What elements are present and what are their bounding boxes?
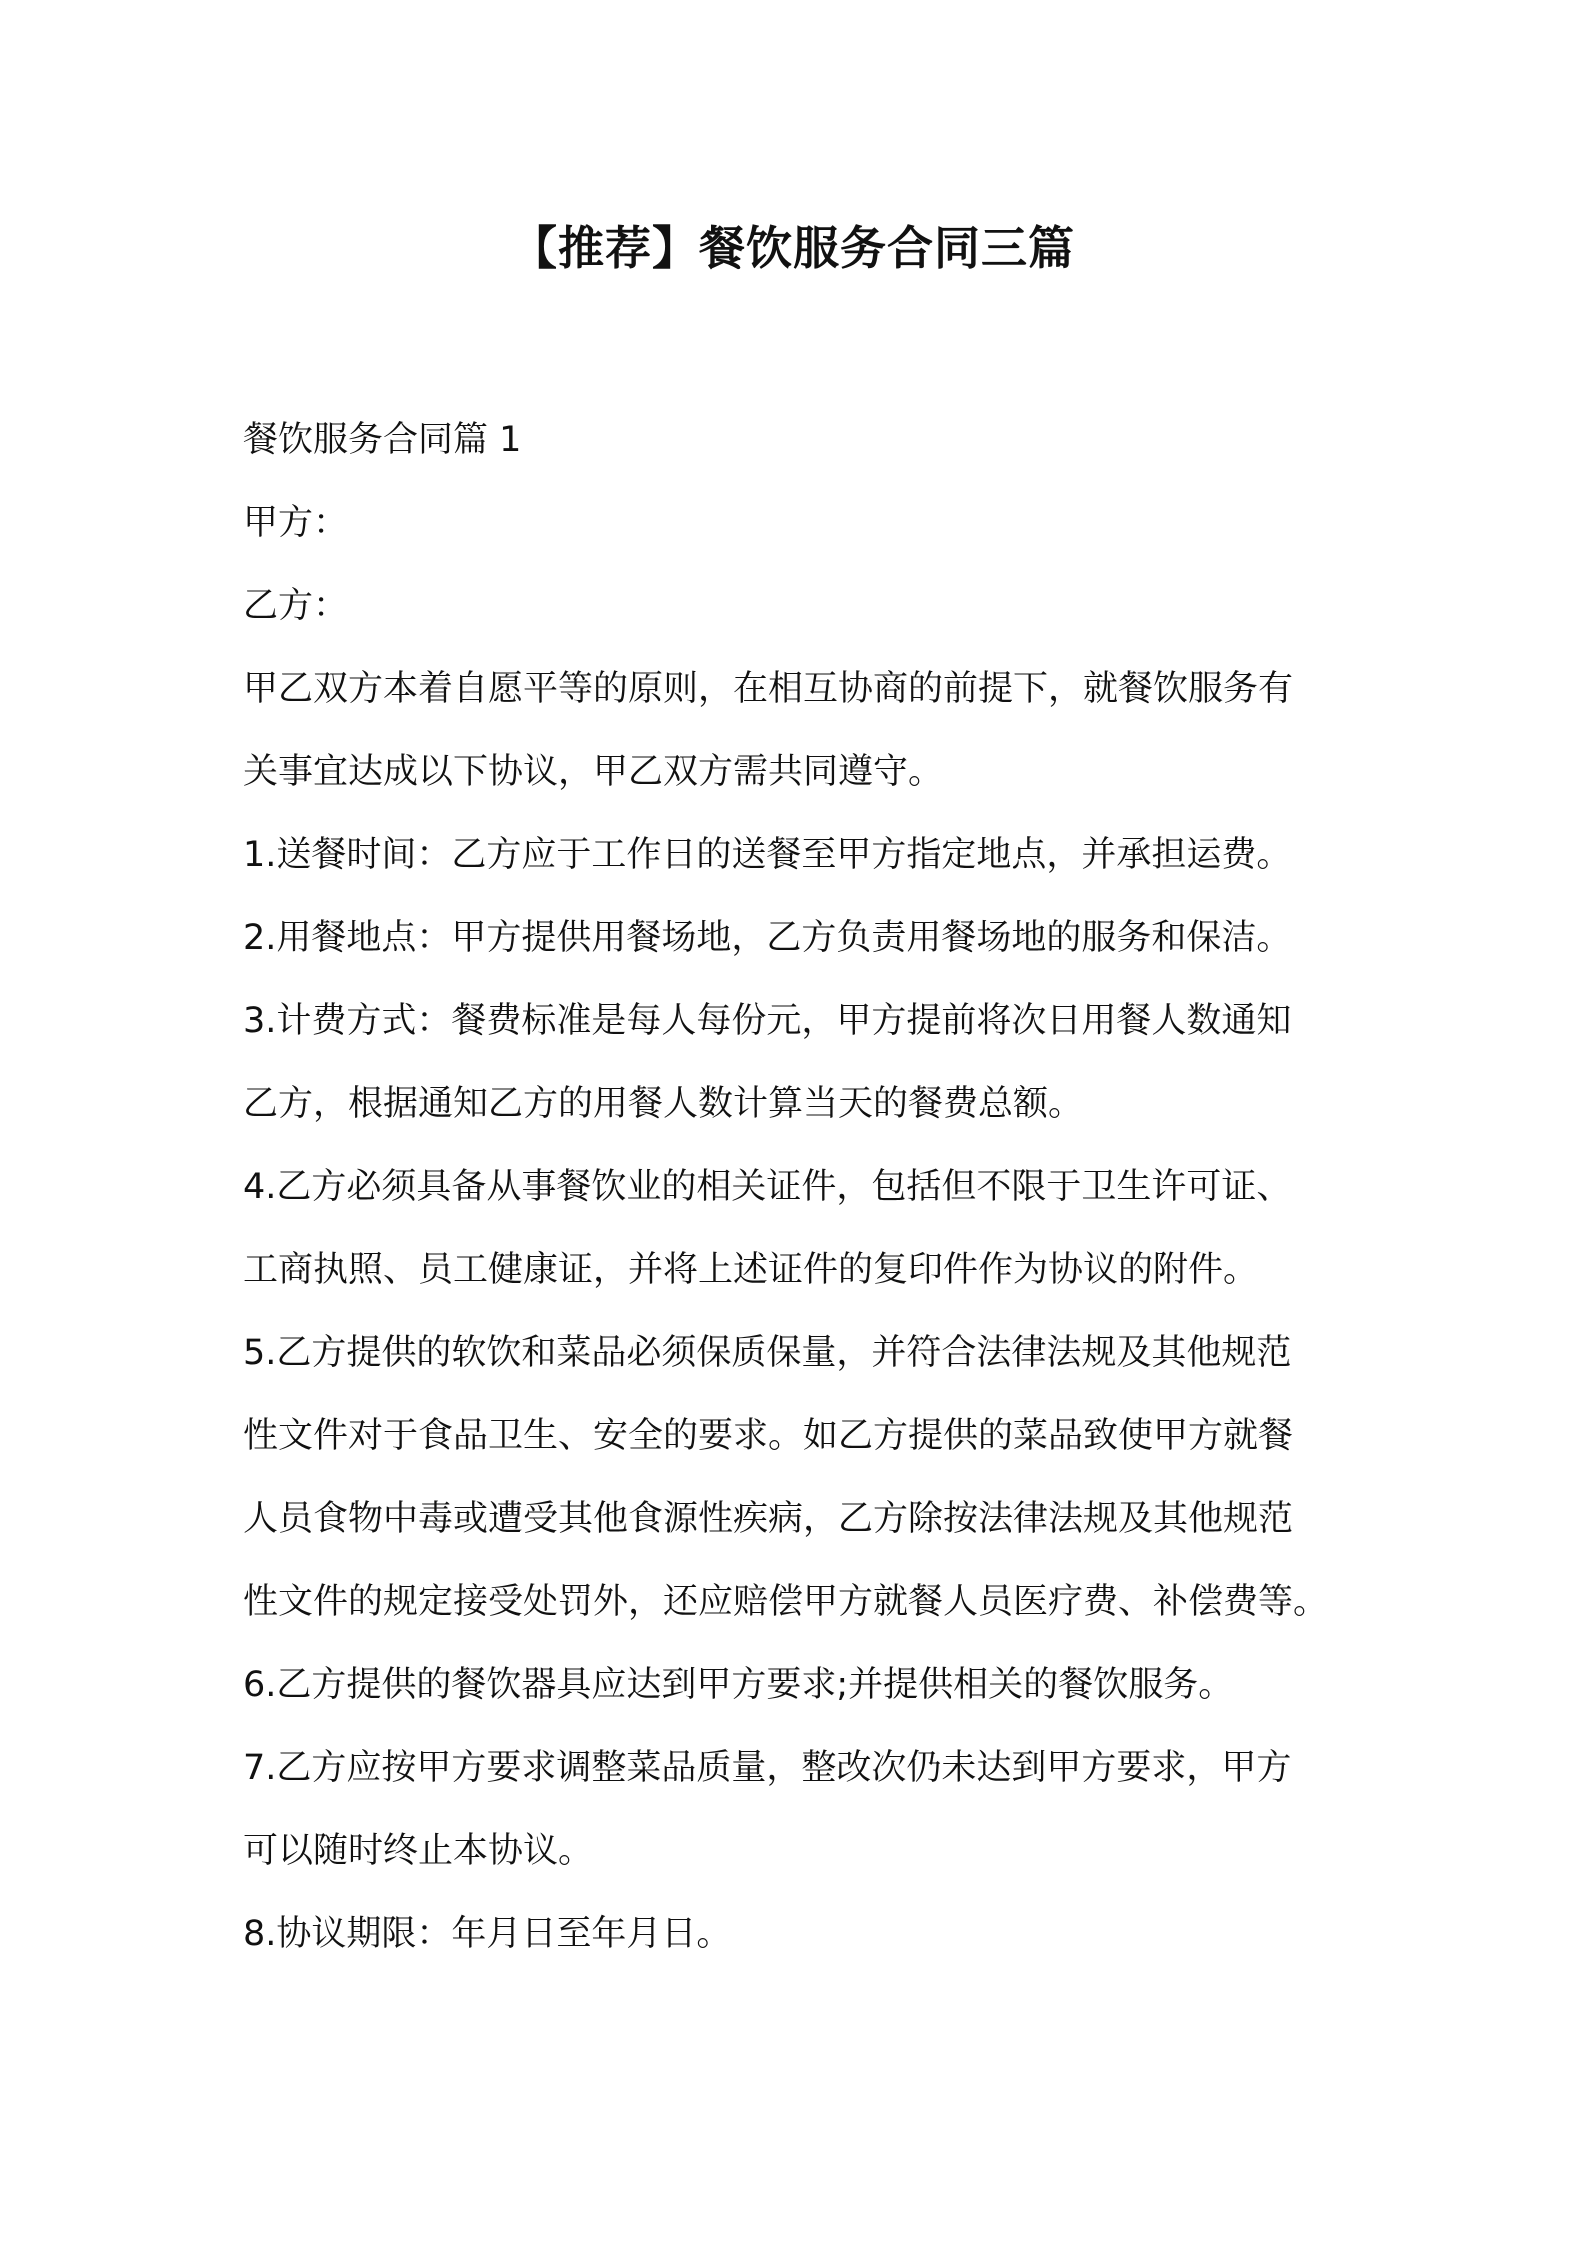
clause-5-line-2: 性文件对于食品卫生、安全的要求。如乙方提供的菜品致使甲方就餐: [243, 1416, 1294, 1456]
clause-6: 6.乙方提供的餐饮器具应达到甲方要求;并提供相关的餐饮服务。: [243, 1665, 1234, 1705]
section-heading: 餐饮服务合同篇 1: [243, 420, 522, 460]
clause-7-line-1: 7.乙方应按甲方要求调整菜品质量，整改次仍未达到甲方要求，甲方: [243, 1748, 1292, 1788]
clause-8: 8.协议期限：年月日至年月日。: [243, 1914, 732, 1954]
clause-1: 1.送餐时间：乙方应于工作日的送餐至甲方指定地点，并承担运费。: [243, 835, 1292, 875]
clause-5-line-4: 性文件的规定接受处罚外，还应赔偿甲方就餐人员医疗费、补偿费等。: [243, 1582, 1329, 1622]
clause-2: 2.用餐地点：甲方提供用餐场地，乙方负责用餐场地的服务和保洁。: [243, 918, 1292, 958]
clause-7-line-2: 可以随时终止本协议。: [243, 1831, 594, 1871]
intro-line-2: 关事宜达成以下协议，甲乙双方需共同遵守。: [243, 752, 944, 792]
clause-4-line-1: 4.乙方必须具备从事餐饮业的相关证件，包括但不限于卫生许可证、: [243, 1167, 1292, 1207]
document-title: 【推荐】餐饮服务合同三篇: [511, 221, 1075, 275]
party-b-label: 乙方：: [243, 586, 349, 626]
clause-4-line-2: 工商执照、员工健康证，并将上述证件的复印件作为协议的附件。: [243, 1250, 1259, 1290]
clause-5-line-1: 5.乙方提供的软饮和菜品必须保质保量，并符合法律法规及其他规范: [243, 1333, 1292, 1373]
clause-3-line-1: 3.计费方式：餐费标准是每人每份元，甲方提前将次日用餐人数通知: [243, 1001, 1292, 1041]
party-a-label: 甲方：: [243, 503, 349, 543]
clause-5-line-3: 人员食物中毒或遭受其他食源性疾病，乙方除按法律法规及其他规范: [243, 1499, 1294, 1539]
clause-3-line-2: 乙方，根据通知乙方的用餐人数计算当天的餐费总额。: [243, 1084, 1084, 1124]
document-body: [243, 410, 1363, 1987]
intro-line-1: 甲乙双方本着自愿平等的原则，在相互协商的前提下，就餐饮服务有: [243, 669, 1294, 709]
